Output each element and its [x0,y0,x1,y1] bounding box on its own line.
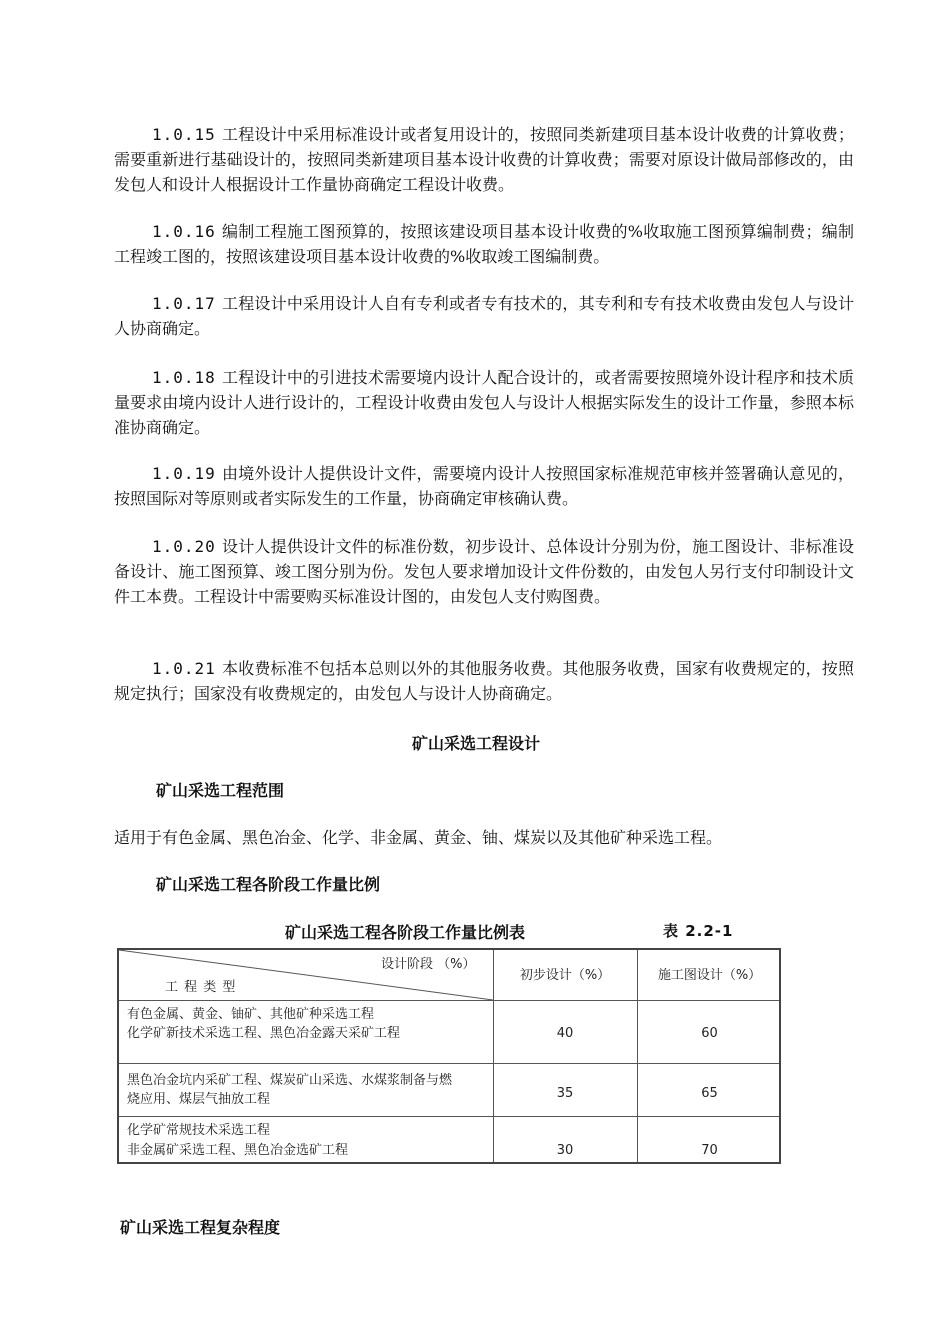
paragraph-1-0-18 [114,365,854,440]
scope-text: 适用于有色金属、黑色冶金、化学、非金属、黄金、铀、煤炭以及其他矿种采选工程。 [114,828,723,847]
clause-text: 工程设计中采用标准设计或者复用设计的，按照同类新建项目基本设计收费的计算收费；需要重新进行基础设计的，按照同类新建项目基本设计收费的计算收费；需要对原设计做局部修改的，由发包人和设计人根据设计工作量协商确定工程设计收费。 [114,125,854,194]
clause-number: 1.0.15 [152,125,216,144]
clause-text: 设计人提供设计文件的标准份数，初步设计、总体设计分别为份，施工图设计、非标准设备设计、施工图预算、竣工图分别为份。发包人要求增加设计文件份数的，由发包人另行支付印制设计文件工本费。工程设计中需要购买标准设计图的，由发包人支付购图费。 [114,537,854,606]
clause-number: 1.0.17 [152,294,216,313]
row-1-construction-value: 60 [701,1026,718,1041]
paragraph-1-0-16 [114,219,854,269]
row-1-type-line1: 有色金属、黄金、铀矿、其他矿种采选工程 [127,1007,375,1022]
column-header-construction: 施工图设计（%） [657,968,762,983]
row-divider [119,1116,779,1117]
paragraph-1-0-20 [114,534,854,609]
row-2-preliminary-value: 35 [556,1086,574,1101]
row-divider [119,1000,779,1001]
clause-text: 工程设计中的引进技术需要境内设计人配合设计的，或者需要按照境外设计程序和技术质量要求由境内设计人进行设计的，工程设计收费由发包人与设计人根据实际发生的设计工作量，参照本标准协商确定。 [114,368,854,437]
ratio-heading: 矿山采选工程各阶段工作量比例 [156,875,381,894]
paragraph-1-0-19 [114,461,854,511]
row-2-construction-value: 65 [701,1086,718,1101]
table-number: 表 2.2-1 [663,922,734,940]
paragraph-1-0-15 [114,122,854,197]
row-divider [119,1063,779,1064]
row-2-type-line1: 黑色冶金坑内采矿工程、煤炭矿山采选、水煤浆制备与燃 [127,1073,453,1088]
clause-number: 1.0.20 [152,537,216,556]
row-1-preliminary-value: 40 [556,1026,574,1041]
clause-number: 1.0.21 [152,659,216,678]
row-3-type-line1: 化学矿常规技术采选工程 [127,1123,271,1138]
column-header-preliminary: 初步设计（%） [519,968,611,983]
complexity-heading: 矿山采选工程复杂程度 [120,1218,281,1237]
scope-heading: 矿山采选工程范围 [156,781,285,800]
section-title: 矿山采选工程设计 [412,734,541,753]
row-1-type-line2: 化学矿新技术采选工程、黑色冶金露天采矿工程 [127,1026,401,1041]
table-grid [117,948,781,1164]
ratio-table [115,908,783,1168]
row-3-construction-value: 70 [701,1143,718,1158]
corner-top-label: 设计阶段 （%） [381,957,476,972]
clause-text: 编制工程施工图预算的，按照该建设项目基本设计收费的%收取施工图预算编制费；编制工程竣工图的，按照该建设项目基本设计收费的%收取竣工图编制费。 [114,222,854,266]
row-2-type-line2: 烧应用、煤层气抽放工程 [127,1092,271,1107]
clause-number: 1.0.18 [152,368,216,387]
clause-number: 1.0.19 [152,464,216,483]
clause-text: 本收费标准不包括本总则以外的其他服务收费。其他服务收费，国家有收费规定的，按照规定执行；国家没有收费规定的，由发包人与设计人协商确定。 [114,659,854,703]
clause-text: 由境外设计人提供设计文件，需要境内设计人按照国家标准规范审核并签署确认意见的，按照国际对等原则或者实际发生的工作量，协商确定审核确认费。 [114,464,854,508]
row-3-type-line2: 非金属矿采选工程、黑色冶金选矿工程 [127,1143,349,1158]
paragraph-1-0-17 [114,291,854,341]
clause-text: 工程设计中采用设计人自有专利或者专有技术的，其专利和专有技术收费由发包人与设计人协商确定。 [114,294,854,338]
clause-number: 1.0.16 [152,222,216,241]
paragraph-1-0-21 [114,656,854,706]
table-title: 矿山采选工程各阶段工作量比例表 [285,923,526,942]
corner-bottom-label: 工 程 类 型 [165,980,237,995]
row-3-preliminary-value: 30 [556,1143,574,1158]
